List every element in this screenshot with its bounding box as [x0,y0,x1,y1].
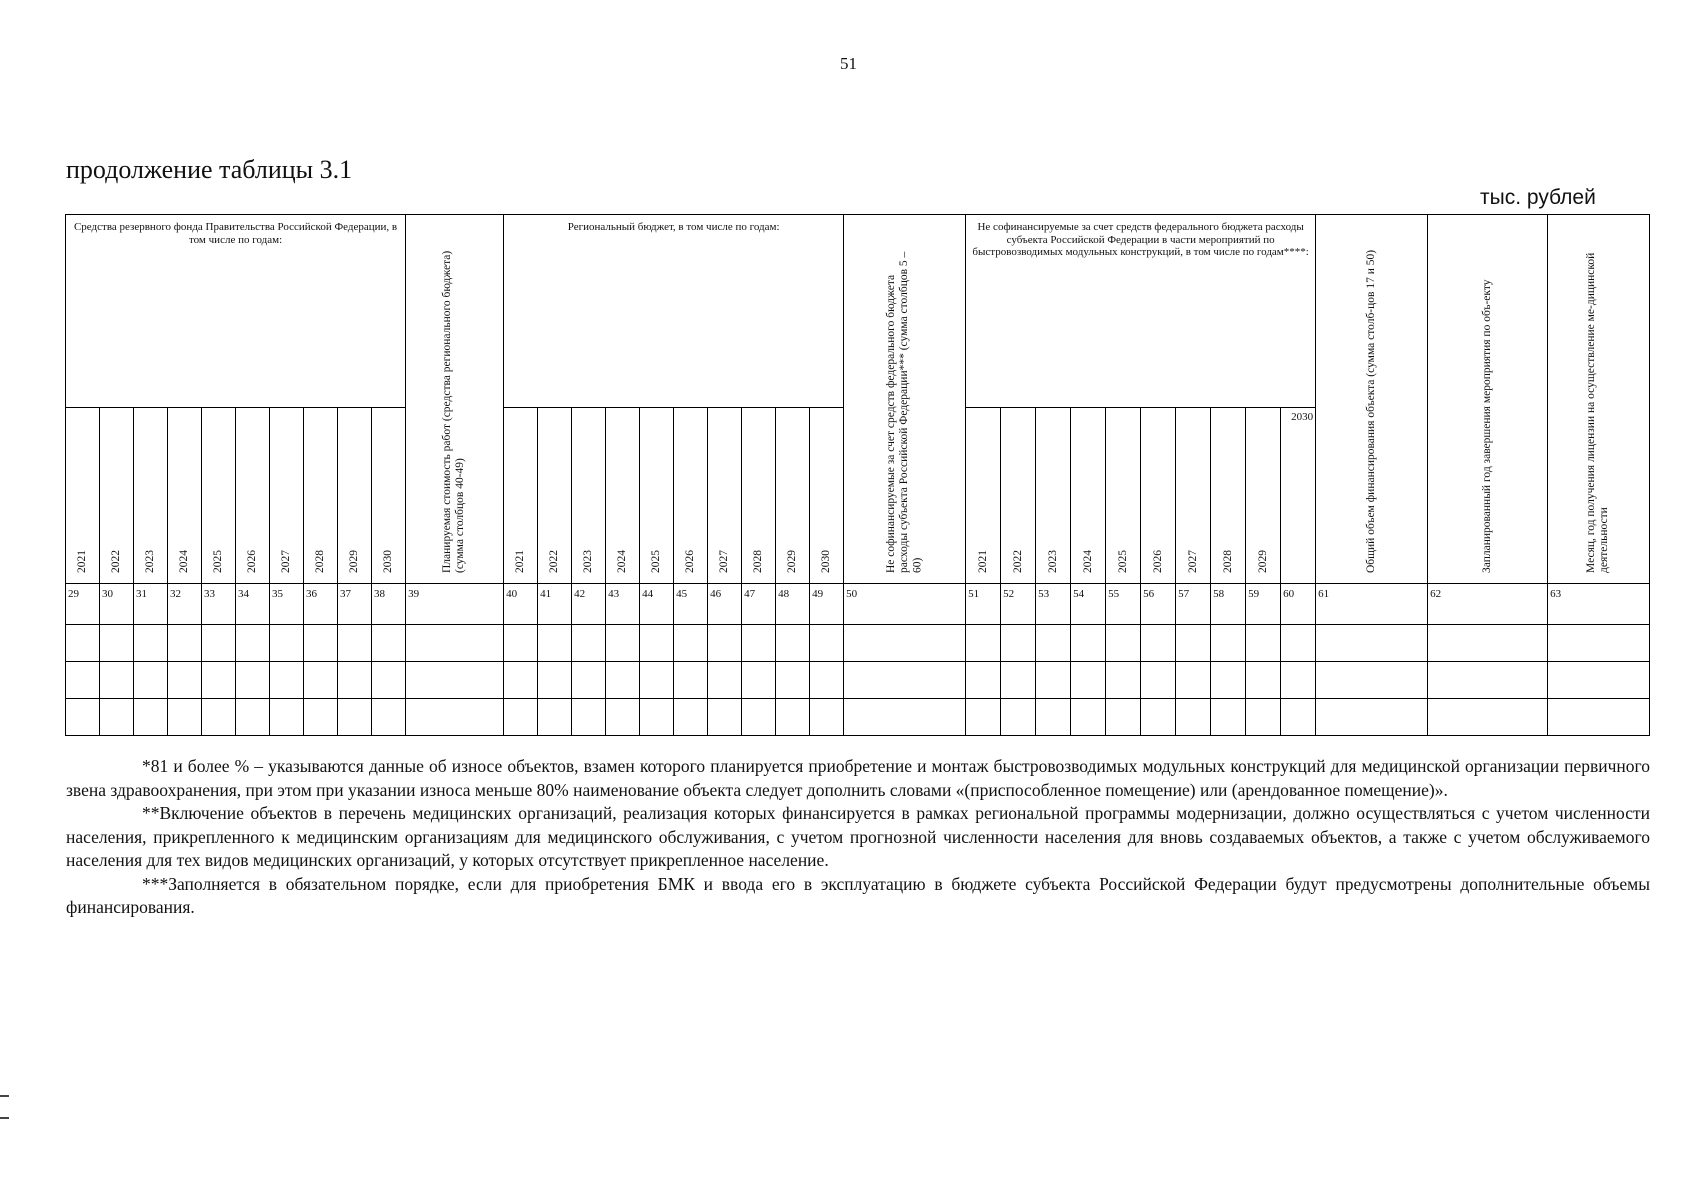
col-number: 57 [1176,584,1211,625]
year-cell [372,408,406,584]
year-cell [538,408,572,584]
year-cell [810,408,844,584]
year-label: 2026 [245,550,258,573]
year-cell [640,408,674,584]
year-label: 2024 [616,550,628,573]
col-number: 56 [1141,584,1176,625]
col-number: 47 [742,584,776,625]
col-number: 55 [1106,584,1141,625]
year-cell [1001,408,1036,584]
year-label: 2028 [1221,550,1234,573]
table-cell [406,625,504,662]
non-cofinanced-total-label: Не софинансируемые за счет средств федерального бюджета расходы субъекта Российской Федерации*** (сумма столбцов 5 – 60) [884,251,924,573]
year-label: 2026 [1151,550,1164,573]
table-cell [504,699,538,736]
table-cell [66,625,100,662]
table-cell [270,625,304,662]
table-cell [844,699,966,736]
table-cell [1211,625,1246,662]
table-cell [134,662,168,699]
col-number: 50 [844,584,966,625]
table-cell [606,625,640,662]
table-cell [810,625,844,662]
table-cell [1001,625,1036,662]
table-cell [708,662,742,699]
year-cell [338,408,372,584]
table-cell [1316,662,1428,699]
margin-mark [0,1117,9,1119]
table-cell [572,625,606,662]
table-cell [1548,625,1650,662]
license-header [1548,215,1650,584]
column-numbers-row [66,584,1650,625]
table-cell [606,699,640,736]
col-number: 59 [1246,584,1281,625]
year-cell [1246,408,1281,584]
planned-year-label: Запланированный год завершения мероприятия по объ-екту [1481,279,1494,573]
table-cell [606,662,640,699]
table-cell [844,662,966,699]
year-cell [572,408,606,584]
col-number: 33 [202,584,236,625]
table-cell [1246,625,1281,662]
col-number: 44 [640,584,674,625]
year-label: 2029 [1256,550,1269,573]
table-row [66,625,1650,662]
col-number: 40 [504,584,538,625]
year-cell [966,408,1001,584]
table-cell [100,699,134,736]
table-cell [202,662,236,699]
year-label: 2023 [582,550,594,573]
table-cell [1281,625,1316,662]
table-cell [372,662,406,699]
col-number: 43 [606,584,640,625]
year-label: 2028 [313,550,326,573]
year-label: 2022 [1011,550,1024,573]
col-number: 48 [776,584,810,625]
table-cell [1071,699,1106,736]
table-cell [338,662,372,699]
table-cell [1281,699,1316,736]
year-label: 2029 [786,550,798,573]
page-number: 51 [840,54,857,73]
table-cell [202,625,236,662]
year-label: 2022 [548,550,560,573]
year-cell [708,408,742,584]
planned-cost-label: Планируемая стоимость работ (средства регионального бюджета) (сумма столбцов 40-49) [441,250,467,573]
margin-mark [0,1095,9,1097]
table-cell [304,699,338,736]
col-number: 35 [270,584,304,625]
year-cell [202,408,236,584]
col-number: 32 [168,584,202,625]
table-cell [202,699,236,736]
col-number: 52 [1001,584,1036,625]
year-cell [168,408,202,584]
units-label: тыс. рублей [1480,186,1596,209]
table-cell [1001,699,1036,736]
year-cell [66,408,100,584]
table-cell [538,625,572,662]
table-cell [640,625,674,662]
table-cell [1281,662,1316,699]
col-number: 39 [406,584,504,625]
table-cell [1106,662,1141,699]
table-cell [236,662,270,699]
table-cell [776,662,810,699]
col-number: 60 [1281,584,1316,625]
table-cell [1176,662,1211,699]
year-label: 2022 [109,550,122,573]
year-label: 2030 [381,550,394,573]
header-row-groups [66,215,1650,408]
year-cell [236,408,270,584]
table-cell [1036,662,1071,699]
table-cell [1141,625,1176,662]
table-cell [270,662,304,699]
table-cell [100,662,134,699]
year-label: 2021 [75,550,88,573]
year-label: 2021 [514,550,526,573]
year-cell [504,408,538,584]
year-cell [1141,408,1176,584]
table-cell [100,625,134,662]
table-cell [372,625,406,662]
table-cell [844,625,966,662]
col-number: 29 [66,584,100,625]
table-row [66,699,1650,736]
col-number: 36 [304,584,338,625]
table-cell [572,699,606,736]
year-label: 2027 [1186,550,1199,573]
table-cell [966,662,1001,699]
table-cell [708,699,742,736]
footnote-1: *81 и более % – указываются данные об износе объектов, взамен которого планируется приобретение и монтаж быстровозводимых модульных конструкций для медицинской организации первичного звена здравоохранения, при этом при указании износа меньше 80% наименование объекта следует дополнить словами «(приспособленное помещение) или (арендованное помещение)». [66,756,1650,800]
table-cell [810,699,844,736]
table-cell [1036,699,1071,736]
table-cell [66,662,100,699]
table-row [66,662,1650,699]
table-cell [168,625,202,662]
footnote-2: **Включение объектов в перечень медицинских организаций, реализация которых финансируется в рамках региональной программы модернизации, должно осуществляться с учетом численности населения, прикрепленного к медицинским организациям для медицинского обслуживания, с учетом прогнозной численности населения для вновь создаваемых объектов, а также с учетом обслуживаемого населения для тех видов медицинских организаций, у которых отсутствует прикрепленное население. [66,803,1650,870]
col-number: 53 [1036,584,1071,625]
table-cell [338,625,372,662]
col-number: 49 [810,584,844,625]
year-cell [1211,408,1246,584]
non-cofinanced-total-header [844,215,966,584]
year-cell [304,408,338,584]
table-cell [304,662,338,699]
table-cell [674,699,708,736]
table-cell [708,625,742,662]
table-cell [1246,699,1281,736]
col-number: 37 [338,584,372,625]
table-cell [270,699,304,736]
year-label: 2023 [143,550,156,573]
footnote-3: ***Заполняется в обязательном порядке, если для приобретения БМК и ввода его в эксплуатацию в бюджете субъекта Российской Федерации будут предусмотрены дополнительные объемы финансирования. [66,873,1650,917]
table-cell [134,625,168,662]
table-cell [304,625,338,662]
year-label: 2025 [650,550,662,573]
table-cell [1428,699,1548,736]
license-label: Месяц, год получения лицензии на осуществление ме-дицинской деятельности [1585,252,1611,573]
table-cell [1176,625,1211,662]
year-label: 2023 [1046,550,1059,573]
table-cell [1428,625,1548,662]
table-cell [538,699,572,736]
table-cell [1246,662,1281,699]
year-label: 2025 [211,550,224,573]
table-cell [810,662,844,699]
table-cell [742,662,776,699]
table-cell [1316,699,1428,736]
total-volume-label: Общий объем финансирования объекта (сумма столб-цов 17 и 50) [1365,249,1378,573]
year-cell [606,408,640,584]
table-caption: продолжение таблицы 3.1 [66,155,353,184]
reserve-fund-header: Средства резервного фонда Правительства Российской Федерации, в том числе по годам: [66,215,406,408]
table-cell [1141,699,1176,736]
table-cell [1036,625,1071,662]
year-label: 2025 [1116,550,1129,573]
table-cell [742,699,776,736]
table-cell [372,699,406,736]
table-cell [1211,662,1246,699]
table-cell [1548,699,1650,736]
table-cell [504,662,538,699]
table-cell [168,699,202,736]
year-cell [270,408,304,584]
year-cell [1176,408,1211,584]
year-label: 2028 [752,550,764,573]
col-number: 58 [1211,584,1246,625]
table-cell [674,625,708,662]
table-cell [406,699,504,736]
col-number: 45 [674,584,708,625]
year-label: 2029 [347,550,360,573]
year-cell [1071,408,1106,584]
table-cell [1106,625,1141,662]
table-cell [1316,625,1428,662]
year-label: 2027 [279,550,292,573]
col-number: 31 [134,584,168,625]
col-number: 51 [966,584,1001,625]
table-cell [966,699,1001,736]
year-label: 2026 [684,550,696,573]
table-cell [1141,662,1176,699]
table-cell [66,699,100,736]
col-number: 62 [1428,584,1548,625]
total-volume-header [1316,215,1428,584]
year-cell [100,408,134,584]
regional-budget-header: Региональный бюджет, в том числе по годам: [504,215,844,408]
table-cell [572,662,606,699]
year-cell [776,408,810,584]
table-cell [742,625,776,662]
table-cell [1211,699,1246,736]
year-label: 2027 [718,550,730,573]
col-number: 30 [100,584,134,625]
col-number: 41 [538,584,572,625]
col-number: 61 [1316,584,1428,625]
col-number: 46 [708,584,742,625]
col-number: 34 [236,584,270,625]
col-number: 54 [1071,584,1106,625]
planned-year-header [1428,215,1548,584]
table-cell [1071,625,1106,662]
table-cell [406,662,504,699]
table-cell [1548,662,1650,699]
table-cell [1001,662,1036,699]
footnotes [66,755,1650,920]
table-cell [504,625,538,662]
non-cofinanced-modular-header: Не софинансируемые за счет средств федерального бюджета расходы субъекта Российской Федерации в части мероприятий по быстровозводимых модульных конструкций, в том числе по годам****: [966,215,1316,408]
year-cell-2030: 2030 [1281,408,1316,584]
year-cell [742,408,776,584]
table-cell [1071,662,1106,699]
col-number: 63 [1548,584,1650,625]
table-cell [236,625,270,662]
table-cell [338,699,372,736]
table-cell [776,625,810,662]
financing-table [65,214,1650,736]
table-cell [640,699,674,736]
year-cell [1036,408,1071,584]
table-cell [966,625,1001,662]
table-cell [134,699,168,736]
table-cell [776,699,810,736]
year-label: 2024 [1081,550,1094,573]
year-label: 2030 [820,550,832,573]
year-cell [674,408,708,584]
col-number: 38 [372,584,406,625]
table-cell [640,662,674,699]
col-number: 42 [572,584,606,625]
year-cell [1106,408,1141,584]
planned-cost-header [406,215,504,584]
table-cell [674,662,708,699]
table-cell [1176,699,1211,736]
table-cell [538,662,572,699]
year-cell [134,408,168,584]
table-cell [168,662,202,699]
table-cell [236,699,270,736]
table-cell [1428,662,1548,699]
year-label: 2021 [976,550,989,573]
table-cell [1106,699,1141,736]
year-label: 2024 [177,550,190,573]
